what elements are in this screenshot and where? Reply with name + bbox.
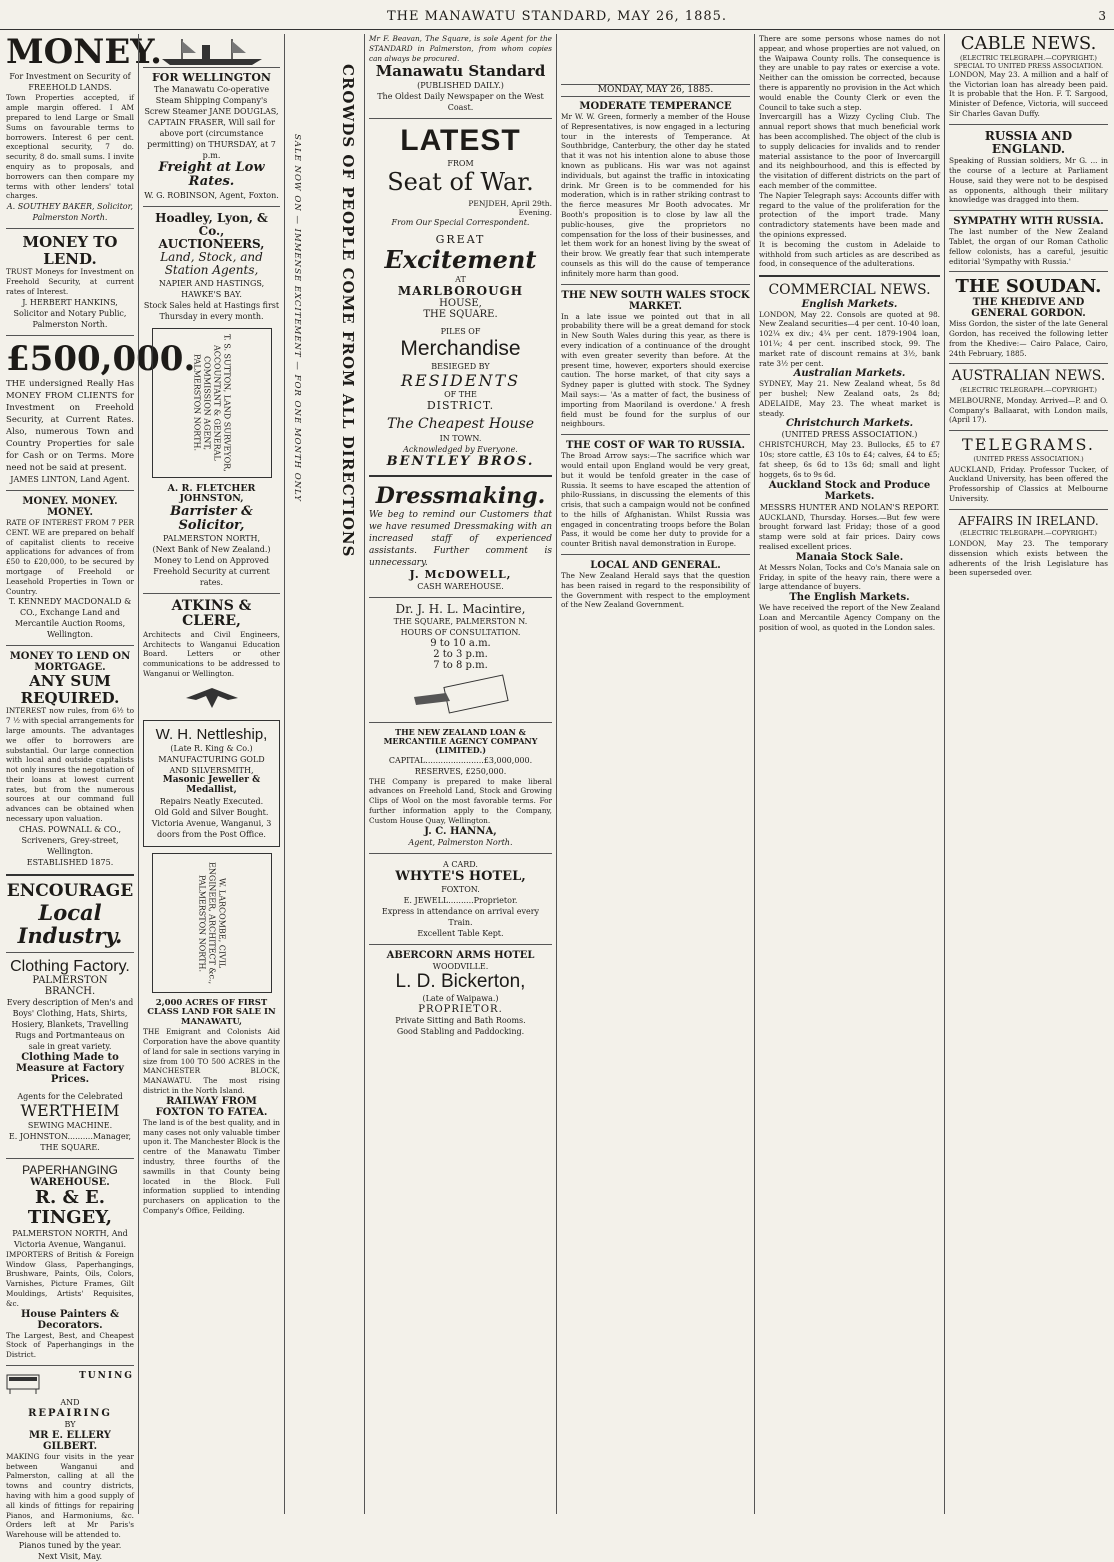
- house-label: HOUSE,: [439, 298, 482, 310]
- cable-news-sub: (ELECTRIC TELEGRAPH.—COPYRIGHT.) SPECIAL TO UNITED PRESS ASSOCIATION.: [953, 53, 1104, 70]
- gordon-body: Miss Gordon, the sister of the late General Gordon, has received the following letter from the Khedive:— Cairo Palace, Cairo, 24th February, 1885.: [949, 319, 1108, 358]
- next-bank: (Next Bank of New Zealand.): [152, 545, 271, 555]
- amount-body: THE undersigned Really Has MONEY FROM CLIENTS for Investment on Freehold Security, at Current Rates. Also, numerous Town and Country Properties for sale for Cash or on Terms. More need not be said at present.: [6, 378, 134, 473]
- any-sum-body: INTEREST now rules, from 6½ to 7 ½ with special arrangements for large amounts. The advantages we offer to borrowers are substantial. Our large connection with local and outside capitalists not only insures the negotiation of their loans at lowest current rates, but from the numerous sources at our command full advances can be obtained when necessary upon valuation.: [6, 706, 134, 824]
- nettleship-heading: W. H. Nettleship,: [155, 725, 268, 743]
- cost-war-body: The Broad Arrow says:—The sacrifice which war would entail upon England would be very great, but it would be tenfold greater in the case of Russia. It seems to have escaped the attention of philo-Russians, in discussing the elements of this crisis, that such a campaign would not be confined to the hills of Afghanistan. Whilst Russia was engaged in concentrating troops before the Bolan Pass, it would be come her duty to provide for a counter British naval demonstration in Europe.: [561, 451, 750, 549]
- bentley-bros: BENTLEY BROS.: [386, 453, 535, 469]
- acres-body: THE Emigrant and Colonists Aid Corporation have the above quantity of land for sale in sections varying in size from 100 TO 500 ACRES in the MANCHESTER BLOCK, MANAWATU. The most rising district in the North Island.: [143, 1027, 280, 1095]
- news-body-2: Invercargill has a Wizzy Cycling Club. The annual report shows that much beneficial work has been accomplished. The object of the club is to supply delicacies for invalids and to render material assistance to the poor of Invercargill and its neighbourhood, and this is effected by the visitation of different districts on the part of each member of the committee.: [759, 112, 940, 190]
- victoria-avenue: Victoria Avenue, Wanganui, 3 doors from the Post Office.: [151, 819, 272, 840]
- tuning-row: [6, 1371, 134, 1397]
- nettleship-sub: (Late R. King & Co.): [170, 744, 253, 754]
- amount-heading: £500,000.: [6, 338, 196, 379]
- australian-news-body: MELBOURNE, Monday. Arrived—P. and O. Company's Ballaarat, with London mails, (April 17).: [949, 395, 1108, 425]
- dressmaking-heading: Dressmaking.: [375, 482, 546, 509]
- barrister-heading: Barrister & Solicitor,: [170, 503, 253, 533]
- nettleship-box: [143, 720, 280, 847]
- paper-title: Manawatu Standard: [375, 62, 546, 81]
- commercial-heading: COMMERCIAL NEWS.: [768, 282, 931, 299]
- stock-sales: Stock Sales held at Hastings first Thursday in every month.: [143, 300, 280, 321]
- acres-heading: 2,000 ACRES OF FIRST CLASS LAND FOR SALE IN MANAWATU,: [147, 998, 276, 1027]
- hours-heading: HOURS OF CONSULTATION.: [400, 628, 521, 638]
- sale-strip: [287, 134, 307, 1464]
- australian-markets-heading: Australian Markets.: [793, 368, 906, 380]
- hoadley-heading: Hoadley, Lyon, & Co.,: [155, 210, 268, 238]
- telegrams-sub: (UNITED PRESS ASSOCIATION.): [973, 454, 1084, 463]
- clothing-body: Every description of Men's and Boys' Clothing, Hats, Shirts, Hosiery, Blankets, Travelling Rugs and Portmanteaus on sale in great variety.: [6, 998, 134, 1052]
- clothing-made-to-measure: Clothing Made to Measure at Factory Prices.: [16, 1052, 124, 1086]
- lend-heading: MONEY TO LEND.: [22, 233, 118, 268]
- from-label: FROM: [447, 158, 474, 168]
- repairing-label: REPAIRING: [28, 1407, 112, 1419]
- manaia-body: At Messrs Nolan, Tocks and Co's Manaia sale on Friday, in spite of the heavy rain, there were a large attendance of buyers.: [759, 562, 940, 592]
- wertheim-heading: WERTHEIM: [20, 1101, 120, 1121]
- pianos-tuned: Pianos tuned by the year.: [18, 1541, 122, 1551]
- foxton-label: FOXTON.: [441, 884, 480, 894]
- repairs-executed: Repairs Neatly Executed.: [159, 797, 264, 807]
- express-line: Express in attendance on arrival every Train.: [381, 906, 540, 927]
- cheapest-house: The Cheapest House: [386, 416, 535, 433]
- for-wellington: FOR WELLINGTON: [152, 71, 271, 84]
- auckland-heading: Auckland Stock and Produce Markets.: [768, 479, 931, 502]
- bickerton-heading: L. D. Bickerton,: [395, 970, 526, 992]
- house-body: The Largest, Best, and Cheapest Stock of Paperhangings in the District.: [6, 1330, 134, 1360]
- private-rooms: Private Sitting and Bath Rooms.: [395, 1015, 526, 1025]
- money-sub: For Investment on Security of FREEHOLD LANDS.: [9, 72, 131, 93]
- sewing-machine: SEWING MACHINE.: [27, 1120, 113, 1130]
- column-5: [556, 34, 754, 1514]
- hours-3: 7 to 8 p.m.: [433, 660, 488, 672]
- besieged-label: BESIEGED BY: [431, 361, 490, 371]
- nsw-body: In a late issue we pointed out that in all probability there will be a great demand for stock in New South Wales during this year, as there is every indication of a continuance of the drought with even greater severity than before. At the present time, however, exporters should exercise caution. The horse market, of that city says a Sydney paper is glutted with stock. The Sydney Mail says:— 'As a matter of fact, the business of importing from Maoriland is overdone.' A fresh field must be found for the surplus of our neighbours.: [561, 311, 750, 429]
- eagle-emblem: [143, 682, 280, 716]
- atkins-body: Architects and Civil Engineers, Architects to Wanganui Education Board. Letters or other communications to be addressed to Wanganui or Wellington.: [143, 629, 280, 679]
- auckland-sub: MESSRS HUNTER AND NOLAN'S REPORT.: [759, 502, 940, 512]
- napier-hastings: NAPIER AND HASTINGS, HAWKE'S BAY.: [158, 278, 265, 299]
- great-label: GREAT: [435, 233, 486, 247]
- oldest-newspaper: The Oldest Daily Newspaper on the West Coast.: [377, 91, 544, 112]
- nsw-heading: THE NEW SOUTH WALES STOCK MARKET.: [561, 289, 750, 312]
- ship-agent: W. G. ROBINSON, Agent, Foxton.: [144, 190, 279, 200]
- land-stock-station: Land, Stock, and Station Agents,: [160, 250, 263, 278]
- auctioneers-heading: AUCTIONEERS,: [158, 237, 265, 252]
- palmerston-north: PALMERSTON NORTH,: [162, 534, 260, 544]
- soudan-heading: THE SOUDAN.: [955, 276, 1102, 298]
- christchurch-heading: Christchurch Markets.: [785, 418, 914, 430]
- local-general-body: The New Zealand Herald says that the question has been raised in regard to the responsibility of the Government with respect to the employment of the New Zealand Government.: [561, 571, 750, 610]
- russia-england-body: Speaking of Russian soldiers, Mr G. ... in the course of a lecture at Parliament House, said they were not to be despised as opponents, although their military knowledge was dragged into them.: [949, 156, 1108, 205]
- acknowledged: Acknowledged by Everyone.: [403, 444, 518, 454]
- sympathy-body: The last number of the New Zealand Tablet, the organ of our Roman Catholic fellow colonists, has a careful, jesuitic editorial 'Sympathy with Russia.': [949, 227, 1108, 266]
- money-freehold: Money to Lend on Approved Freehold Security at current rates.: [153, 556, 270, 588]
- acres-body-2: The land is of the best quality, and in many cases not only valuable timber upon it. The Manchester Block is the centre of the Manawatu Timber industry, three fourths of the sawmills in that County being located in the Block. Full information supplied to intending purchasers on application to the Company's Office, Feilding.: [143, 1117, 280, 1215]
- gilbert-body: MAKING four visits in the year between Wanganui and Palmerston, calling at all the towns and country districts, having with him a good supply of all kinds of fittings for repairing Pianos, and Harmoniums, &c. Orders left at Mr Paris's Warehouse will be attended to.: [6, 1451, 134, 1540]
- ship-illustration: [143, 34, 280, 68]
- woodville-label: WOODVILLE.: [432, 961, 489, 971]
- penjdeh-date: PENJDEH, April 29th.: [468, 199, 552, 209]
- page-number: 3: [1098, 9, 1106, 23]
- agents-celebrated: Agents for the Celebrated: [17, 1092, 123, 1102]
- johnston-manager: E. JOHNSTON..........Manager,: [8, 1131, 132, 1141]
- column-3: [284, 34, 364, 1514]
- paperhanging-heading: PAPERHANGING: [22, 1162, 118, 1177]
- newspaper-title: THE MANAWATU STANDARD, MAY 26, 1885.: [386, 9, 728, 24]
- proprietor-label: PROPRIETOR.: [418, 1003, 503, 1015]
- table-line: Excellent Table Kept.: [417, 928, 504, 938]
- clothing-factory-heading: Clothing Factory.: [10, 957, 130, 975]
- piles-label: PILES OF: [440, 327, 481, 337]
- crowds-strip-text: CROWDS OF PEOPLE COME FROM ALL DIRECTIONS: [339, 64, 357, 558]
- ship-body: The Manawatu Co-operative Steam Shipping Company's Screw Steamer JANE DOUGLAS, CAPTAIN FRASER, Will sail for above port (circumstance permitting) on THURSDAY, at 7 p.m.: [144, 85, 279, 161]
- masonic-heading: Masonic Jeweller & Medallist,: [162, 775, 261, 796]
- cable-news-body: LONDON, May 23. A million and a half of the Victorian loan has already been paid. It is probable that the Hon. F. T. Sargood, Minister of Defence, Victoria, will succeed Sir Charles Gavan Duffy.: [949, 69, 1108, 118]
- sympathy-heading: SYMPATHY WITH RUSSIA.: [953, 216, 1104, 228]
- the-square: THE SQUARE.: [40, 1142, 100, 1152]
- christchurch-body: CHRISTCHURCH, May 23. Bullocks, £5 to £7 10s; store cattle, £3 10s to £4; calves, £4 to £5; fat sheep, 6s 6d to 13s 6d; small and light hoggets, 6s to 9s 6d.: [759, 440, 940, 479]
- tingey-body: IMPORTERS of British & Foreign Window Glass, Paperhangings, Brushware, Paints, Oils, Colors, Varnishes, Picture Frames, Gilt Mouldings, Artists' Requisites, &c.: [6, 1249, 134, 1308]
- published-daily: (PUBLISHED DAILY.): [417, 80, 504, 90]
- hours-2: 2 to 3 p.m.: [433, 649, 488, 661]
- cash-warehouse: CASH WAREHOUSE.: [417, 581, 504, 591]
- english-markets-2-body: We have received the report of the New Zealand Loan and Mercantile Agency Company on the position of wool, as quoted in the London sales.: [759, 603, 940, 632]
- good-stabling: Good Stabling and Paddocking.: [396, 1026, 525, 1036]
- house-painters: House Painters & Decorators.: [20, 1308, 120, 1331]
- cost-war-heading: THE COST OF WAR TO RUSSIA.: [565, 440, 746, 452]
- warehouse-heading: WAREHOUSE.: [30, 1177, 110, 1189]
- russia-england-heading: RUSSIA AND ENGLAND.: [984, 128, 1073, 156]
- ireland-body: LONDON, May 23. The temporary dissension which exists between the adherents of the Irish Legislature has been superseded over.: [949, 539, 1108, 578]
- piano-icon: [6, 1371, 40, 1397]
- crowds-strip: [335, 64, 361, 1464]
- tuning-label: TUNING: [79, 1370, 134, 1381]
- mortgage-heading: MONEY TO LEND ON MORTGAGE.: [9, 651, 131, 674]
- abercorn-heading: ABERCORN ARMS HOTEL: [386, 949, 535, 961]
- australian-news-heading: AUSTRALIAN NEWS.: [951, 368, 1106, 385]
- latest-heading: LATEST: [400, 123, 521, 157]
- column-7: [944, 34, 1112, 1514]
- waipawa-label: (Late of Waipawa.): [422, 993, 499, 1003]
- atkins-heading: ATKINS & CLERE,: [171, 598, 252, 630]
- telegrams-heading: TELEGRAMS.: [962, 435, 1095, 455]
- palmerston-branch: PALMERSTON BRANCH.: [32, 975, 108, 998]
- jewell-proprietor: E. JEWELL..........Proprietor.: [403, 895, 518, 905]
- district-label: DISTRICT.: [426, 399, 495, 413]
- mmm-heading: MONEY. MONEY. MONEY.: [22, 495, 118, 518]
- sutton-card: [152, 328, 272, 478]
- news-body-3: The Napier Telegraph says: Accounts differ with regard to the value of the proliferation for the protection of the import trade. Many contradictory statements have been made and the opinions expressed.: [759, 190, 940, 239]
- of-the-label: OF THE: [444, 390, 477, 400]
- at-label: AT: [455, 275, 466, 285]
- gordon-heading: THE KHEDIVE AND GENERAL GORDON.: [971, 297, 1086, 320]
- gilbert-name: MR E. ELLERY GILBERT.: [29, 1429, 111, 1452]
- mmm-body: RATE OF INTEREST FROM 7 PER CENT. WE are prepared on behalf of capitalist clients to receive applications for advances of from £50 to £20,000, to be secured by mortgage of Freehold or Leasehold Properties in Town or Country.: [6, 517, 134, 596]
- steamship-icon: [152, 35, 272, 67]
- correspondent: From Our Special Correspondent.: [391, 218, 530, 228]
- any-sum-sign: CHAS. POWNALL & CO., Scriveners, Grey-street, Wellington.: [18, 824, 122, 856]
- card-label: A CARD.: [443, 859, 478, 869]
- manaia-heading: Manaia Stock Sale.: [795, 551, 904, 563]
- column-2: [138, 34, 284, 1514]
- the-square-label: THE SQUARE.: [423, 309, 498, 321]
- australian-markets-body: SYDNEY, May 21. New Zealand wheat, 5s 8d per bushel; New Zealand oats, 2s 8d; ADELAIDE, May 23. The wheat market is steady.: [759, 379, 940, 418]
- seat-of-war: Seat of War.: [387, 167, 534, 196]
- tingey-location: PALMERSTON NORTH, And Victoria Avenue, Wanganui.: [12, 1228, 128, 1249]
- money-body: Town Properties accepted, if ample margin offered. I AM prepared to lend Large or Small Sums on favourable terms to borrowers. Interest 6 per cent. exceptional security, 7 do. security, 8 do. small sums. I invite enquiry as to proposals, and borrowers can then compare my terms with other lenders' total charges.: [6, 93, 134, 201]
- in-town: IN TOWN.: [439, 433, 482, 443]
- hanna-heading: J. C. HANNA,: [424, 825, 497, 837]
- lend-body: TRUST Moneys for Investment on Freehold Security, at current rates of Interest.: [6, 267, 134, 296]
- local-general-heading: LOCAL AND GENERAL.: [590, 560, 721, 572]
- railway-heading: RAILWAY FROM FOXTON TO FATEA.: [155, 1095, 268, 1118]
- news-body-1: There are some persons whose names do not appear, and whose properties are not valued, on the Waipawa County rolls. The consequence is they are unable to pay rates or exercise a vote. Neither can the omission be corrected, because there is apparently no provision in the Act which would enable the County Clerk or even the Council to take such a step.: [759, 34, 940, 112]
- money-heading: MONEY.: [6, 32, 162, 72]
- pointing-hand-icon: [406, 675, 516, 713]
- next-visit: Next Visit, May.: [37, 1552, 103, 1562]
- auckland-body: AUCKLAND, Thursday. Horses.—But few were brought forward last Friday; those of a good stamp were sold at fair prices. Dairy cows realised excellent prices.: [759, 512, 940, 552]
- doctor-address: THE SQUARE, PALMERSTON N.: [393, 617, 528, 627]
- sutton-card-text: T. S. SUTTON, LAND SURVEYOR, ACCOUNTANT & GENERAL COMMISSION AGENT, PALMERSTON NORTH.: [192, 333, 232, 472]
- marlborough-heading: MARLBOROUGH: [397, 284, 524, 299]
- local-industry-heading: Local Industry.: [17, 899, 123, 948]
- english-markets-body: LONDON, May 22. Consols are quoted at 98. New Zealand securities—4 per cent. 10-40 loan, 102¼ ex div.; 4¼ per cent. 1879-1904 loan, 101¼; 4 per cent. inscribed stock, 99. The market rate of discount remains at 3½, bank rate 3½ per cent.: [759, 309, 940, 368]
- mcdowell-heading: J. McDOWELL,: [409, 567, 512, 581]
- amount-sign: JAMES LINTON, Land Agent.: [10, 474, 130, 484]
- any-sum-heading: ANY SUM REQUIRED.: [20, 672, 120, 707]
- nettleship-mfg: MANUFACTURING GOLD AND SILVERSMITH,: [158, 755, 265, 776]
- residents-heading: RESIDENTS: [400, 370, 521, 390]
- freight-heading: Freight at Low Rates.: [158, 160, 265, 190]
- hand-illustration: [369, 675, 552, 717]
- ireland-sub: (ELECTRIC TELEGRAPH.—COPYRIGHT.): [960, 529, 1097, 538]
- column-1: [2, 32, 196, 1562]
- ireland-heading: AFFAIRS IN IRELAND.: [958, 513, 1099, 528]
- column-4: [364, 34, 556, 1514]
- agent-note: Mr F. Beavan, The Square, is sole Agent for the STANDARD in Palmerston, from whom copies can always be procured.: [369, 34, 552, 63]
- evening-label: Evening.: [518, 208, 552, 218]
- hanna-sub: Agent, Palmerston North.: [408, 837, 513, 847]
- nz-loan-heading: THE NEW ZEALAND LOAN & MERCANTILE AGENCY COMPANY (LIMITED.): [383, 727, 538, 755]
- masthead: [0, 0, 1114, 30]
- lend-sign: J. HERBERT HANKINS, Solicitor and Notary Public, Palmerston North.: [13, 297, 127, 329]
- any-sum-established: ESTABLISHED 1875.: [26, 857, 114, 867]
- larcombe-card-text: W. LARCOMBE, CIVIL ENGINEER, ARCHITECT &c., PALMERSTON NORTH.: [197, 862, 227, 985]
- fletcher-heading: A. R. FLETCHER JOHNSTON,: [167, 482, 256, 505]
- australian-news-sub: (ELECTRIC TELEGRAPH.—COPYRIGHT.): [960, 385, 1097, 394]
- mmm-sign: T. KENNEDY MACDONALD & CO., Exchange Land and Mercantile Auction Rooms, Wellington.: [8, 597, 132, 640]
- eagle-icon: [182, 682, 242, 712]
- reserves-line: RESERVES, £250,000.: [414, 766, 507, 776]
- cable-news-heading: CABLE NEWS.: [960, 33, 1097, 54]
- christchurch-sub: (UNITED PRESS ASSOCIATION.): [781, 430, 918, 440]
- loan-body: THE Company is prepared to make liberal advances on Freehold Land, Stock and Growing Clips of Wool on the most favorable terms. For further information apply to the Company, Custom House Quay, Wellington.: [369, 776, 552, 825]
- telegrams-body: AUCKLAND, Friday. Professor Tucker, of Auckland University, has been offered the Professorship of Classics at Melbourne University.: [949, 464, 1108, 504]
- temperance-heading: MODERATE TEMPERANCE: [579, 101, 732, 112]
- tingey-heading: R. & E. TINGEY,: [27, 1187, 113, 1228]
- excitement-heading: Excitement: [384, 245, 537, 275]
- by-label: BY: [64, 1419, 76, 1429]
- hours-1: 9 to 10 a.m.: [430, 638, 491, 650]
- issue-date: MONDAY, MAY 26, 1885.: [561, 84, 750, 97]
- money-sign: A. SOUTHEY BAKER, Solicitor, Palmerston North.: [6, 202, 134, 223]
- capital-line: CAPITAL.......................£3,000,000.: [388, 755, 533, 765]
- news-body-4: It is becoming the custom in Adelaide to withhold from such articles as are described as food, in consequence of the adulterations.: [759, 239, 940, 269]
- encourage-heading: ENCOURAGE: [6, 880, 134, 901]
- old-gold: Old Gold and Silver Bought.: [154, 808, 269, 818]
- english-markets-heading: English Markets.: [801, 298, 898, 310]
- column-6: [754, 34, 944, 1514]
- dressmaking-body: We beg to remind our Customers that we have resumed Dressmaking with an increased staff of experienced assistants. Further comment is unnecessary.: [369, 509, 552, 568]
- merchandise-heading: Merchandise: [400, 337, 521, 361]
- temperance-body: Mr W. W. Green, formerly a member of the House of Representatives, is now engaged in a lecturing tour in the interests of Temperance. At Southbridge, Canterbury, the other day he stated that it was not his intention alone to abuse those known as publicans. His war was not against individuals, but against the traffic in intoxicating drink. Mr Green is to be commended for his moderation, which is in rather striking contrast to the fierce measures Mr Booth advocates. Mr Booth's proposition is to close by law all the public-houses, give the proprietors no compensation for the loss of their businesses, and let them work for an honest living by the sweat of their brow. We greatly fear that such intemperate counsels as this will do the cause of temperance infinitely more harm than good.: [561, 112, 750, 278]
- doctor-heading: Dr. J. H. L. Macintire,: [395, 601, 526, 616]
- and-label: AND: [60, 1397, 80, 1407]
- sale-strip-text: SALE NOW ON — IMMENSE EXCITEMENT — FOR ONE MONTH ONLY: [292, 134, 302, 502]
- whytes-hotel: WHYTE'S HOTEL,: [395, 868, 526, 884]
- english-markets-2-heading: The English Markets.: [789, 592, 910, 604]
- larcombe-card: [152, 853, 272, 993]
